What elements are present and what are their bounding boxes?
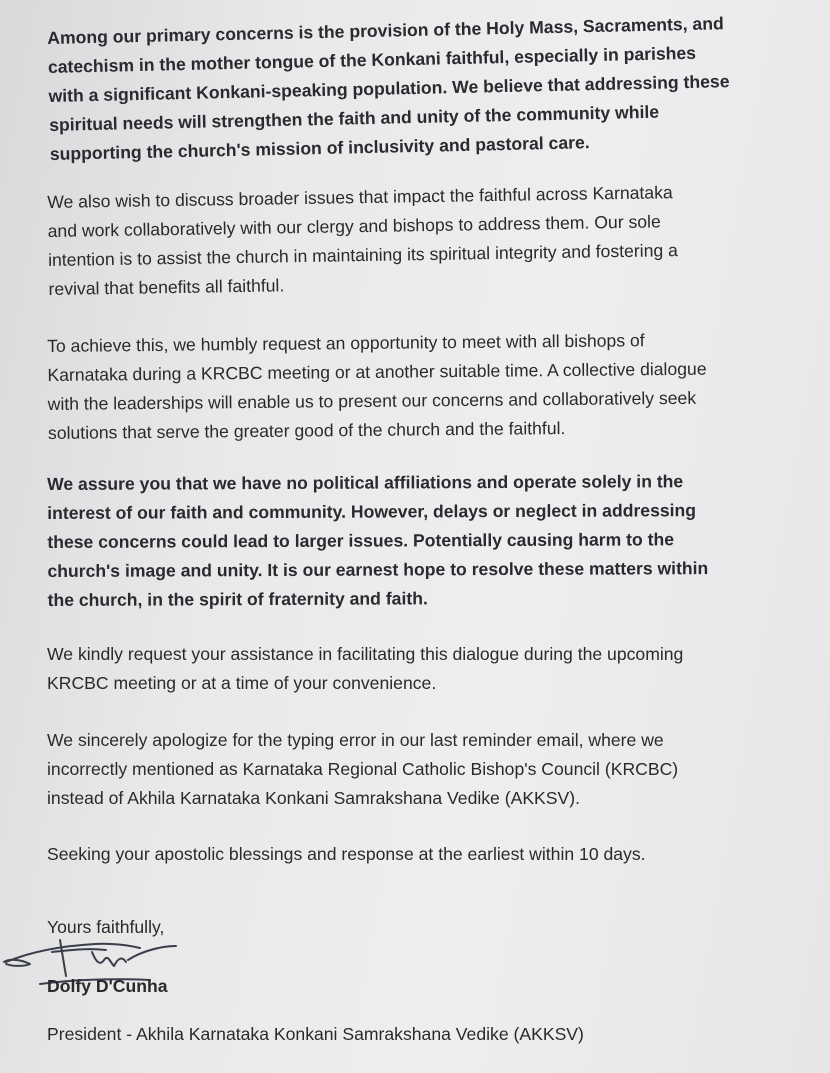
- text-line: Among our primary concerns is the provision of the Holy Mass, Sacraments, and: [47, 13, 724, 48]
- text-line: revival that benefits all faithful.: [48, 275, 285, 299]
- text-line: instead of Akhila Karnataka Konkani Samrakshana Vedike (AKKSV).: [47, 788, 581, 808]
- text-line: We sincerely apologize for the typing error in our last reminder email, where we: [47, 730, 664, 750]
- paragraph-meeting-request: [47, 325, 808, 448]
- text-line: To achieve this, we humbly request an opportunity to meet with all bishops of: [47, 330, 645, 356]
- paragraph-primary-concerns: [47, 7, 810, 169]
- text-line: We assure you that we have no political affiliations and operate solely in the: [47, 471, 684, 494]
- paragraph-broader-issues: [47, 176, 809, 304]
- signer-name: Dolfy D'Cunha: [47, 976, 168, 996]
- text-line: We also wish to discuss broader issues that impact the faithful across Karnataka: [47, 182, 673, 212]
- text-line: these concerns could lead to larger issues. Potentially causing harm to the: [47, 529, 675, 552]
- text-line: Karnataka during a KRCBC meeting or at another suitable time. A collective dialogue: [47, 358, 707, 385]
- text-line: spiritual needs will strengthen the faith and unity of the community while: [48, 101, 660, 135]
- text-line: KRCBC meeting or at a time of your convenience.: [47, 673, 437, 693]
- text-line: catechism in the mother tongue of the Konkani faithful, especially in parishes: [47, 42, 697, 77]
- paragraph-assistance: [47, 640, 807, 698]
- closing-salutation: Yours faithfully,: [47, 917, 165, 937]
- text-line: interest of our faith and community. However, delays or neglect in addressing: [47, 500, 697, 523]
- text-line: the church, in the spirit of fraternity and faith.: [47, 588, 428, 610]
- paragraph-blessings: [47, 840, 807, 869]
- text-line: church's image and unity. It is our earnest hope to resolve these matters within: [47, 558, 709, 581]
- text-line: with the leaderships will enable us to present our concerns and collaboratively seek: [47, 387, 697, 414]
- text-line: We kindly request your assistance in facilitating this dialogue during the upcoming: [47, 644, 684, 664]
- text-line: intention is to assist the church in maintaining its spiritual integrity and fostering a: [47, 240, 679, 270]
- signer-title: President - Akhila Karnataka Konkani Samrakshana Vedike (AKKSV): [47, 1024, 584, 1044]
- text-line: supporting the church's mission of inclusivity and pastoral care.: [49, 132, 590, 164]
- paragraph-assurance: [47, 467, 808, 615]
- text-line: with a significant Konkani-speaking population. We believe that addressing these: [48, 71, 730, 106]
- paragraph-apology: [47, 726, 807, 813]
- text-line: and work collaboratively with our clergy and bishops to address them. Our sole: [47, 211, 661, 241]
- text-line: solutions that serve the greater good of the church and the faithful.: [47, 418, 566, 443]
- text-line: Seeking your apostolic blessings and response at the earliest within 10 days.: [47, 844, 646, 864]
- text-line: incorrectly mentioned as Karnataka Regional Catholic Bishop's Council (KRCBC): [47, 759, 679, 779]
